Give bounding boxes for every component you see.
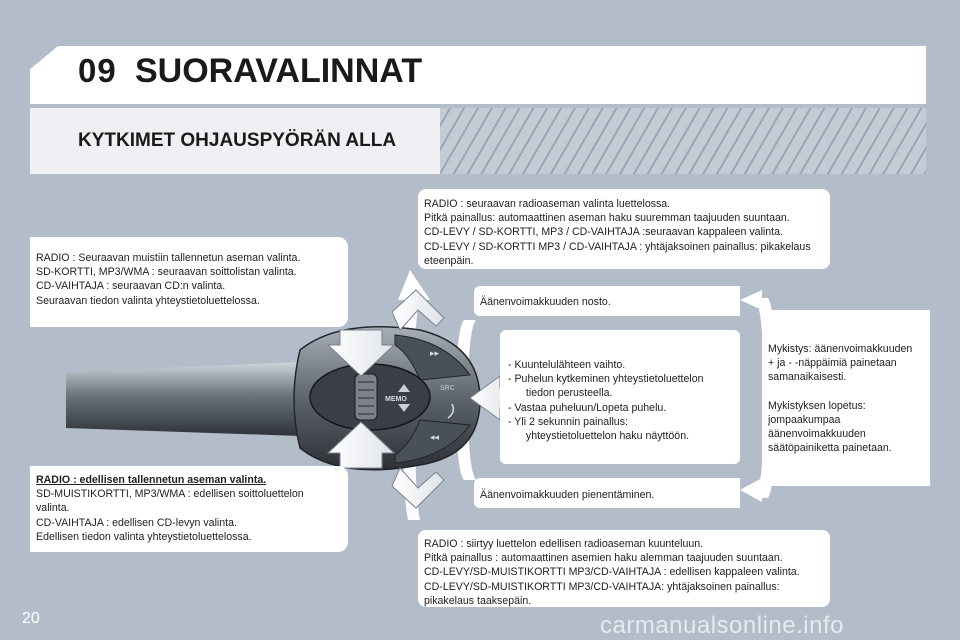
text-line: eteenpäin. bbox=[424, 254, 474, 267]
svg-text:▸▸: ▸▸ bbox=[430, 349, 440, 359]
list-item: - Kuuntelulähteen vaihto. bbox=[508, 359, 626, 371]
text-line: pikakelaus taaksepäin. bbox=[424, 594, 532, 607]
memo-label: MEMO bbox=[385, 396, 407, 403]
watermark: carmanualsonline.info bbox=[600, 612, 844, 639]
text-line: RADIO : Seuraavan muistiin tallennetun aseman valinta. bbox=[36, 252, 301, 264]
text-line: jompaakumpaa bbox=[768, 413, 841, 426]
box-heading: RADIO : edellisen tallennetun aseman valinta. bbox=[36, 474, 267, 486]
svg-text:◂◂: ◂◂ bbox=[430, 433, 440, 443]
text-line: Äänenvoimakkuuden pienentäminen. bbox=[480, 489, 655, 501]
next-preset-box bbox=[30, 237, 348, 327]
text-line: CD-LEVY/SD-MUISTIKORTTI MP3/CD-VAIHTAJA : edellisen kappaleen valinta. bbox=[424, 566, 800, 579]
volume-up-box bbox=[474, 286, 740, 316]
previous-preset-box bbox=[30, 466, 348, 552]
text-line: äänenvoimakkuuden bbox=[768, 428, 866, 441]
text-line: Pitkä painallus: automaattinen aseman haku suuremman taajuuden suuntaan. bbox=[424, 212, 790, 225]
text-line: CD-LEVY / SD-KORTTI MP3 / CD-VAIHTAJA : yhtäjaksoinen painallus: pikakelaus bbox=[424, 240, 811, 253]
source-phone-box bbox=[500, 330, 740, 464]
mute-box bbox=[762, 310, 930, 486]
text-line: Mykistys: äänenvoimakkuuden bbox=[768, 343, 913, 355]
text-line: CD-VAIHTAJA : seuraavan CD:n valinta. bbox=[36, 280, 226, 293]
text-line: Seuraavan tiedon valinta yhteystietoluettelossa. bbox=[36, 294, 260, 307]
text-line: SD-MUISTIKORTTI, MP3/WMA : edellisen soittoluettelon bbox=[36, 488, 304, 501]
text-line: Edellisen tiedon valinta yhteystietoluettelossa. bbox=[36, 530, 252, 543]
text-line: Mykistyksen lopetus: bbox=[768, 399, 866, 412]
list-item: - Puhelun kytkeminen yhteystietoluettelon tiedon perusteella. bbox=[508, 373, 704, 400]
seek-up-box bbox=[418, 189, 830, 269]
seek-down-box bbox=[418, 530, 830, 607]
text-line: RADIO : siirtyy luettelon edellisen radioaseman kuunteluun. bbox=[424, 538, 704, 550]
text-line: CD-LEVY / SD-KORTTI, MP3 / CD-VAIHTAJA :seuraavan kappaleen valinta. bbox=[424, 226, 783, 239]
chapter-title: SUORAVALINNAT bbox=[135, 52, 423, 90]
text-line: Pitkä painallus : automaattinen asemien haku alemman taajuuden suuntaan. bbox=[424, 552, 783, 565]
text-line: valinta. bbox=[36, 502, 70, 515]
src-label: SRC bbox=[440, 385, 455, 392]
chapter-number: 09 bbox=[78, 52, 117, 89]
text-line: CD-LEVY/SD-MUISTIKORTTI MP3/CD-VAIHTAJA: yhtäjaksoinen painallus: bbox=[424, 580, 780, 593]
volume-down-box bbox=[474, 478, 740, 508]
text-line: + ja - -näppäimiä painetaan bbox=[768, 357, 897, 370]
text-line: RADIO : seuraavan radioaseman valinta luettelossa. bbox=[424, 198, 671, 210]
text-line: SD-KORTTI, MP3/WMA : seuraavan soittolistan valinta. bbox=[36, 266, 297, 279]
text-line: CD-VAIHTAJA : edellisen CD-levyn valinta. bbox=[36, 516, 237, 529]
page-number: 20 bbox=[22, 610, 40, 627]
section-title: KYTKIMET OHJAUSPYÖRÄN ALLA bbox=[78, 130, 397, 151]
list-item: - Yli 2 sekunnin painallus: yhteystietoluettelon haku näyttöön. bbox=[508, 415, 690, 443]
text-line: Äänenvoimakkuuden nosto. bbox=[480, 296, 611, 308]
text-line: samanaikaisesti. bbox=[768, 371, 847, 384]
text-line: säätöpainiketta painetaan. bbox=[768, 442, 892, 455]
list-item: - Vastaa puheluun/Lopeta puhelu. bbox=[508, 401, 667, 414]
